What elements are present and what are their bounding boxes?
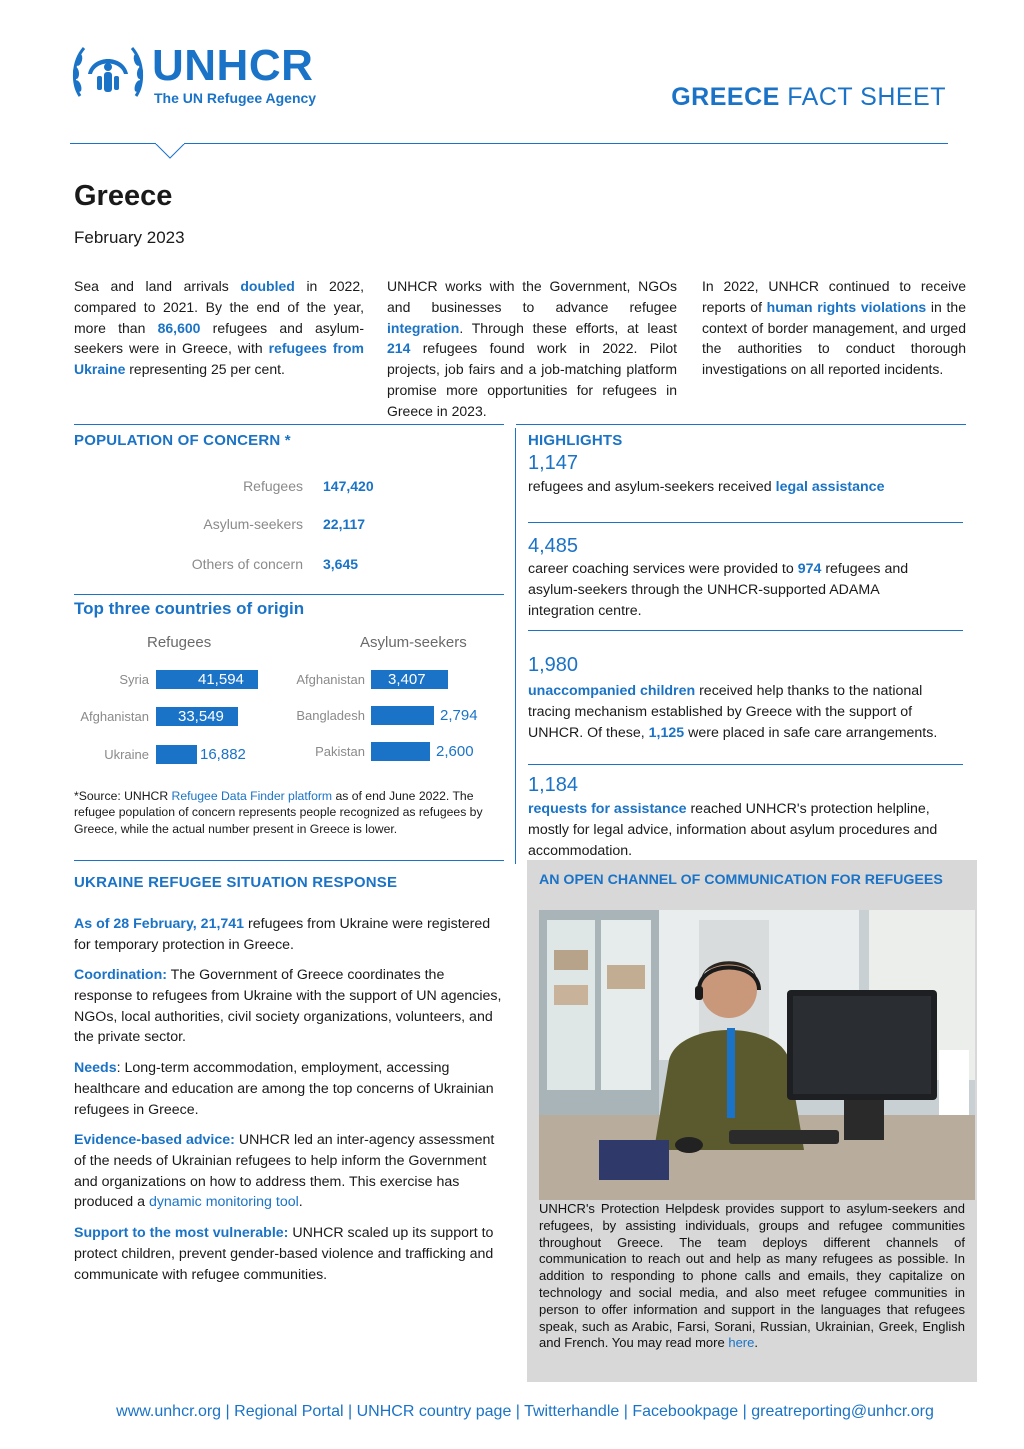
footer-separator: |	[515, 1403, 520, 1420]
footer-link-regional-portal[interactable]: Regional Portal	[234, 1403, 344, 1420]
story-caption: UNHCR's Protection Helpdesk provides support to asylum-seekers and refugees, by assisting individuals, groups and refugee communities throughout Greece. The team deploys different channels of communication to reach out and help as many refugees as possible. In addition to responding to phone calls and emails, they capitalize on technology and social media, and also meet refugee communities in person to offer information and support in the languages that refugees speak, such as Arabic, Farsi, Sorani, Russian, Ukrainian, Greek, English and French. You may read more here.	[539, 1201, 965, 1351]
footer-separator: |	[348, 1403, 353, 1420]
unhcr-logo	[70, 40, 360, 110]
footer-links	[0, 1403, 1024, 1421]
highlight-number: 4,485	[528, 535, 579, 557]
factsheet-title-country: GREECE	[671, 83, 780, 111]
intro-column-arrivals: Sea and land arrivals doubled in 2022, compared to 2021. By the end of the year, more than 86,600 refugees and asylum-seekers were in Greece, with refugees from Ukraine representing 25 per cent.	[74, 278, 365, 378]
section-divider	[74, 594, 504, 595]
asylum-value-label: 3,407	[388, 671, 426, 688]
asylum-bar	[371, 742, 430, 761]
highlight-helpline-requests: requests for assistance reached UNHCR's protection helpline, mostly for legal advice, information about asylum procedures and accommodation.	[528, 801, 938, 859]
column-divider	[515, 428, 516, 864]
footer-link-email[interactable]: greatreporting@unhcr.org	[751, 1403, 934, 1420]
page-title: Greece	[74, 180, 173, 212]
ukraine-paragraph-needs: Needs: Long-term accommodation, employment, accessing healthcare and education are among the top concerns of Ukrainian refugees in Greece.	[74, 1060, 494, 1118]
dynamic-monitoring-tool-link[interactable]: dynamic monitoring tool	[148, 1194, 299, 1211]
highlight-unaccompanied-children: unaccompanied children received help thanks to the national tracing mechanism established by Greece with the support of UNHCR. Of these, 1,125 were placed in safe care arrangements.	[528, 683, 938, 741]
asylum-category-label: Bangladesh	[296, 708, 365, 723]
story-title: AN OPEN CHANNEL OF COMMUNICATION FOR REFUGEES	[539, 872, 943, 888]
ukraine-section-title: UKRAINE REFUGEE SITUATION RESPONSE	[74, 874, 398, 891]
helpdesk-photo	[539, 910, 975, 1200]
asylum-chart-heading: Asylum-seekers	[360, 634, 467, 651]
population-value: 147,420	[323, 478, 374, 494]
asylum-value-label: 2,794	[440, 707, 478, 724]
ukraine-paragraph-coordination: Coordination: The Government of Greece coordinates the response to refugees from Ukraine with the support of UN agencies, NGOs, local authorities, civil society organizations, volunteers, and the private sector.	[74, 967, 502, 1046]
population-label: Refugees	[243, 478, 303, 494]
population-value: 22,117	[323, 516, 366, 532]
population-title: POPULATION OF CONCERN *	[74, 432, 291, 449]
asylum-category-label: Pakistan	[315, 744, 365, 759]
page-date: February 2023	[74, 228, 185, 247]
footer-separator: |	[225, 1403, 230, 1420]
helpdesk-photo-illustration	[539, 910, 975, 1200]
population-row-others	[74, 556, 454, 578]
population-row-refugees	[74, 478, 454, 500]
population-label: Others of concern	[191, 556, 303, 572]
intro-column-integration: UNHCR works with the Government, NGOs and businesses to advance refugee integration. Through these efforts, at least 214 refugees found work in 2022. Pilot projects, job fairs and a job-matching platform promise more opportunities for refugees in Greece in 2023.	[387, 278, 677, 419]
refugees-value-label: 16,882	[200, 746, 246, 763]
refugees-category-label: Afghanistan	[80, 709, 149, 724]
footer-link-facebook[interactable]: Facebookpage	[632, 1403, 739, 1420]
ukraine-paragraph-registration: As of 28 February, 21,741 refugees from Ukraine were registered for temporary protection in Greece.	[74, 916, 491, 953]
highlight-number: 1,980	[528, 654, 579, 676]
population-row-asylum-seekers	[74, 516, 454, 538]
highlight-number: 1,147	[528, 452, 579, 474]
unhcr-tagline: The UN Refugee Agency	[154, 90, 317, 106]
factsheet-title-rest: FACT SHEET	[779, 83, 946, 111]
highlight-divider	[528, 630, 963, 631]
population-value: 3,645	[323, 556, 359, 572]
refugees-category-label: Ukraine	[104, 747, 149, 762]
footer-link-unhcr-org[interactable]: www.unhcr.org	[116, 1403, 222, 1420]
highlight-legal-assistance: refugees and asylum-seekers received legal assistance	[528, 479, 885, 495]
unhcr-wordmark: UNHCR	[152, 41, 314, 90]
top-countries-title: Top three countries of origin	[74, 599, 305, 618]
asylum-value-label: 2,600	[436, 743, 474, 760]
factsheet-title	[671, 83, 946, 112]
population-label: Asylum-seekers	[203, 516, 303, 532]
asylum-category-label: Afghanistan	[296, 672, 365, 687]
refugee-data-finder-link[interactable]: Refugee Data Finder platform	[171, 789, 333, 803]
source-note: *Source: UNHCR Refugee Data Finder platform as of end June 2022. The refugee population of concern represents people recognized as refugees by Greece, while the actual number present in Greece is lower.	[74, 789, 483, 836]
ukraine-paragraph-vulnerable: Support to the most vulnerable: UNHCR scaled up its support to protect children, prevent gender-based violence and trafficking and communicate with refugee communities.	[74, 1225, 494, 1283]
story-box	[527, 860, 977, 1382]
refugees-value-label: 33,549	[178, 708, 224, 725]
asylum-bar	[371, 706, 434, 725]
header-notch-icon	[155, 143, 185, 159]
highlight-divider	[528, 522, 963, 523]
header-divider	[70, 143, 948, 144]
footer-link-twitter[interactable]: Twitterhandle	[524, 1403, 620, 1420]
section-divider	[516, 424, 966, 425]
refugees-bar	[156, 745, 197, 764]
refugees-category-label: Syria	[119, 672, 149, 687]
refugees-value-label: 41,594	[198, 671, 244, 688]
read-more-link[interactable]: here	[728, 1335, 755, 1351]
refugees-chart-heading: Refugees	[147, 634, 212, 651]
footer-separator: |	[742, 1403, 747, 1420]
highlight-divider	[528, 764, 963, 765]
highlight-career-coaching: career coaching services were provided to 974 refugees and asylum-seekers through the UNHCR-supported ADAMA integration centre.	[528, 561, 909, 619]
footer-link-country-page[interactable]: UNHCR country page	[356, 1403, 512, 1420]
highlights-title: HIGHLIGHTS	[528, 432, 623, 449]
footer-separator: |	[623, 1403, 628, 1420]
unhcr-emblem-icon	[70, 40, 146, 104]
section-divider	[74, 424, 504, 425]
intro-column-human-rights: In 2022, UNHCR continued to receive reports of human rights violations in the context of border management, and urged the authorities to conduct thorough investigations on all reported incidents.	[702, 278, 966, 378]
highlight-number: 1,184	[528, 774, 579, 796]
section-divider	[74, 860, 504, 861]
ukraine-paragraph-evidence: Evidence-based advice: UNHCR led an inter-agency assessment of the needs of Ukrainian refugees to help inform the Government and organizations on how to address them. This exercise has produced a dynamic monitoring tool.	[74, 1132, 495, 1211]
